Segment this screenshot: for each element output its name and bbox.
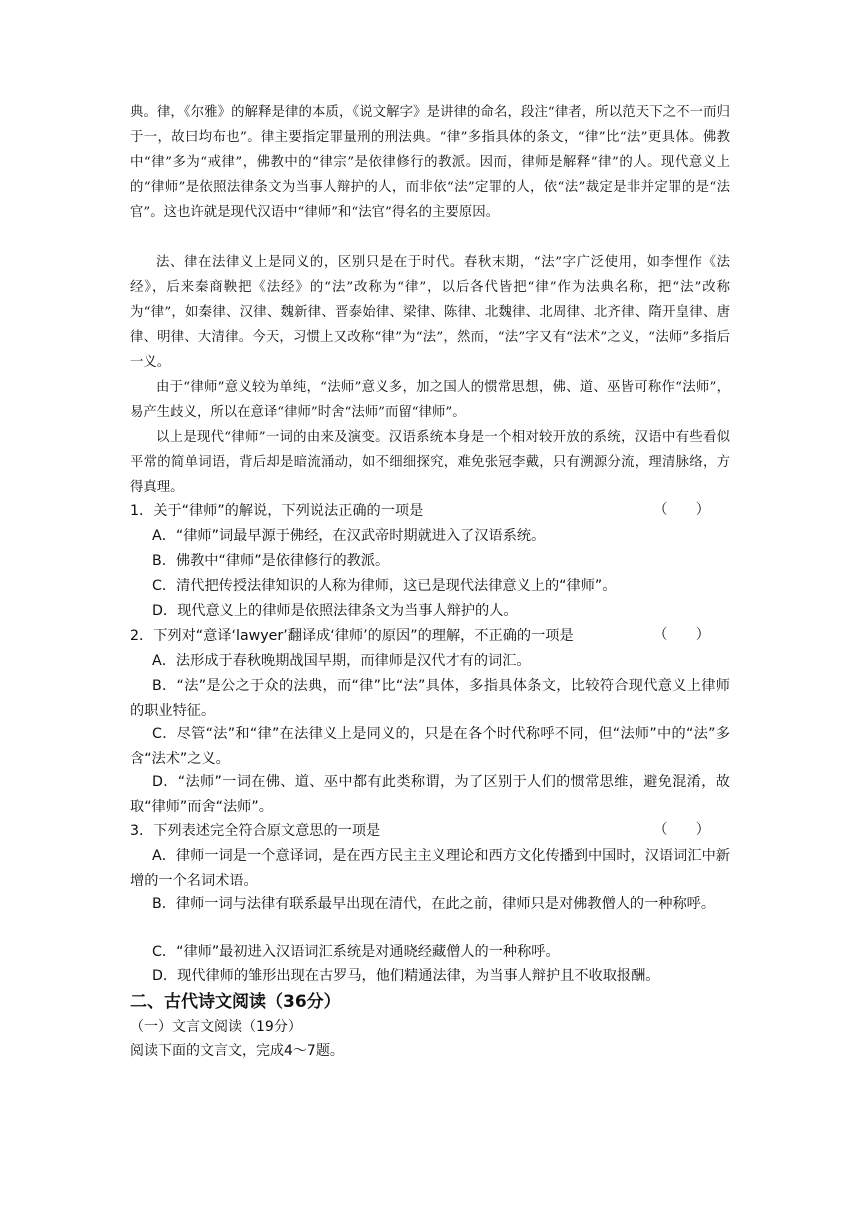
question-3-answer-blank: （ ） [653,822,710,838]
question-3-option-c: C．“律师”最初进入汉语词汇系统是对通晓经藏僧人的一种称呼。 [152,944,560,960]
question-2-option-c: C．尽管“法”和“律”在法律义上是同义的，只是在各个时代称呼不同，但“法师”中的“法”多含“法术”之义。 [130,726,730,767]
question-3-option-b: B．律师一词与法律有联系最早出现在清代，在此之前，律师只是对佛教僧人的一种称呼。 [152,896,716,912]
question-3-option-d: D．现代律师的雏形出现在古罗马，他们精通法律，为当事人辩护且不收取报酬。 [152,968,660,984]
section-title: 二、古代诗文阅读（36分） [130,992,341,1012]
passage-paragraph-4: 以上是现代“律师”一词的由来及演变。汉语系统本身是一个相对较开放的系统，汉语中有些看似平常的简单词语，背后却是暗流涌动，如不细细探究，难免张冠李戴，只有溯源分流，理清脉络，方得真理。 [130,430,730,495]
question-2-option-a: A．法形成于春秋晚期战国早期，而律师是汉代才有的词汇。 [152,653,531,669]
question-1-option-c: C．清代把传授法律知识的人称为律师，这已是现代法律意义上的“律师”。 [152,578,617,594]
question-1-option-a: A．“律师”词最早源于佛经，在汉武帝时期就进入了汉语系统。 [152,528,546,544]
passage-paragraph-1: 典。律，《尔雅》的解释是律的本质，《说文解字》是讲律的命名，段注“律者，所以范天下之不一而归于一，故曰均布也”。律主要指定罪量刑的刑法典。“律”多指具体的条文，“律”比“法”更具体。佛教中“律”多为“戒律”，佛教中的“律宗”是依律修行的教派。因而，律师是解释“律”的人。现代意义上的“律师”是依照法律条文为当事人辩护的人，而非依“法”定罪的人，依“法”裁定是非并定罪的是“法官”。这也许就是现代汉语中“律师”和“法官”得名的主要原因。 [130,105,730,220]
question-2-answer-blank: （ ） [653,627,710,643]
question-2-option-b: B．“法”是公之于众的法典，而“律”比“法”具体，多指具体条文，比较符合现代意义上律师的职业特征。 [130,678,730,719]
question-2-option-d: D．“法师”一词在佛、道、巫中都有此类称谓，为了区别于人们的惯常思维，避免混淆，故取“律师”而舍“法师”。 [130,774,730,815]
question-1-option-b: B．佛教中“律师”是依律修行的教派。 [152,553,390,569]
question-1-answer-blank: （ ） [653,502,710,518]
question-3-stem: 3．下列表述完全符合原文意思的一项是 [130,823,381,839]
reading-instruction: 阅读下面的文言文，完成4～7题。 [130,1043,344,1059]
question-2-stem: 2．下列对“意译‘lawyer’翻译成‘律师’的原因”的理解，不正确的一项是 [130,628,574,644]
question-3-option-a: A．律师一词是一个意译词，是在西方民主主义理论和西方文化传播到中国时，汉语词汇中新增的一个名词术语。 [130,848,730,889]
subsection-title: （一）文言文阅读（19分） [130,1019,302,1035]
question-1-stem: 1．关于“律师”的解说，下列说法正确的一项是 [130,503,424,519]
passage-paragraph-3: 由于“律师”意义较为单纯，“法师”意义多，加之国人的惯常思想，佛、道、巫皆可称作“法师”，易产生歧义，所以在意译“律师”时舍“法师”而留“律师”。 [130,380,730,420]
passage-paragraph-2: 法、律在法律义上是同义的，区别只是在于时代。春秋末期，“法”字广泛使用，如李悝作《法经》，后来秦商鞅把《法经》的“法”改称为“律”，以后各代皆把“律”作为法典名称，把“法”改称为“律”，如秦律、汉律、魏新律、晋泰始律、梁律、陈律、北魏律、北周律、北齐律、隋开皇律、唐律、明律、大清律。今天，习惯上又改称“律”为“法”，然而，“法”字又有“法术”之义，“法师”多指后一义。 [130,255,730,370]
question-1-option-d: D．现代意义上的律师是依照法律条文为当事人辩护的人。 [152,603,518,619]
